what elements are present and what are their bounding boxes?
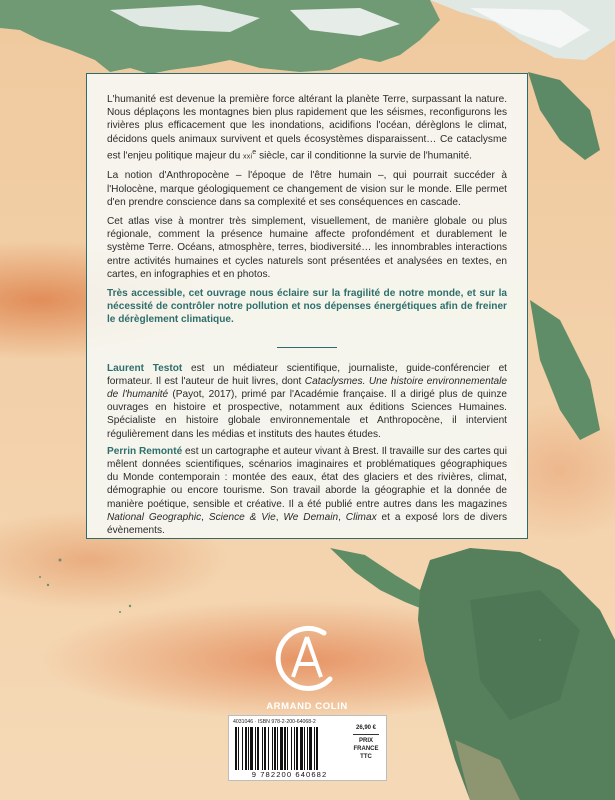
price-block — [349, 724, 383, 761]
price-label-prix: PRIX — [358, 738, 373, 744]
intro-paragraph-3: Cet atlas vise à montrer très simplement, visuellement, de manière globale ou plus régionale, comment la présence humaine affecte profondément et durablement le système Terre. Océans, atmosphère, terres, biodiversité… les innombrables interactions entre activités humaines et cycles naturels sont présentées et analysées en textes, en cartes, en infographies et en photos. — [107, 215, 507, 280]
author-name: Perrin Remonté — [107, 445, 183, 457]
intro-paragraph-2: La notion d'Anthropocène – l'époque de l'être humain –, qui pourrait succéder à l'Holocène, marque géologiquement ce changement de vision sur le monde. Elle permet d'en prendre conscience dans sa complexité et ses conséquences en cascade. — [107, 170, 507, 208]
price-label-france: FRANCE — [353, 746, 379, 752]
barcode-label — [228, 715, 387, 781]
isbn-line: 4031046 · ISBN 978-2-200-64068-2 — [233, 719, 316, 725]
barcode-bars — [233, 727, 346, 770]
armand-colin-logo-icon — [268, 621, 346, 699]
author-bio-perrin-remonte: Perrin Remonté est un cartographe et auteur vivant à Brest. Il travaille sur des cartes qui mêlent données scientifiques, scénarios imaginaires et problématiques géographiques du Monde contemporain : montée des eaux, état des glaciers et des rivières, climat, démographie ou encore tourisme. Son travail aborde la géographie et la donnée de manière poétique, sensible et créative. Il a été publié entre autres dans les magazines National Geographic, Science & Vie, We Demain, Climax et a exposé lors de divers évènements. — [107, 445, 508, 537]
back-cover-text-panel — [86, 73, 528, 539]
intro-paragraph-1: L'humanité est devenue la première force altérant la planète Terre, surpassant la nature. Nous déplaçons les montagnes bien plus rapidement que les séismes, reconfigurons les rivières plus efficacement que les inondations, acidifions l'océan, dérèglons le climat, décidons quels animaux survivent et quels écosystèmes disparaissent… Ce cataclysme est l'enjeu politique majeur du xxi$^e$ siècle, car il conditionne la survie de l'humanité. — [107, 94, 507, 162]
section-divider — [277, 347, 337, 348]
price-label-ttc: TTC — [360, 754, 372, 760]
publisher-name: ARMAND COLIN — [266, 701, 348, 712]
author-name: Laurent Testot — [107, 362, 183, 374]
price-value: 26,90 € — [355, 725, 377, 731]
lead-statement: Très accessible, cet ouvrage nous éclaire sur la fragilité de notre monde, et sur la nécessité de contrôler notre pollution et nos dépenses énergétiques afin de freiner le dérèglement climatique. — [107, 288, 507, 326]
barcode-digits: 9 782200 640682 — [251, 770, 328, 779]
author-bio-laurent-testot: Laurent Testot est un médiateur scientifique, journaliste, guide-conférencier et formateur. Il est l'auteur de huit livres, dont Cataclysmes. Une histoire environnementale de l'humanité (Payot, 2017), primé par l'Académie française. Il a dirigé plus de quinze ouvrages en histoire et prospective, notamment aux éditions Sciences Humaines. Spécialiste en histoire globale environnementale et Anthropocène, il intervient régulièrement dans les médias et instituts des hautes études. — [107, 362, 507, 440]
